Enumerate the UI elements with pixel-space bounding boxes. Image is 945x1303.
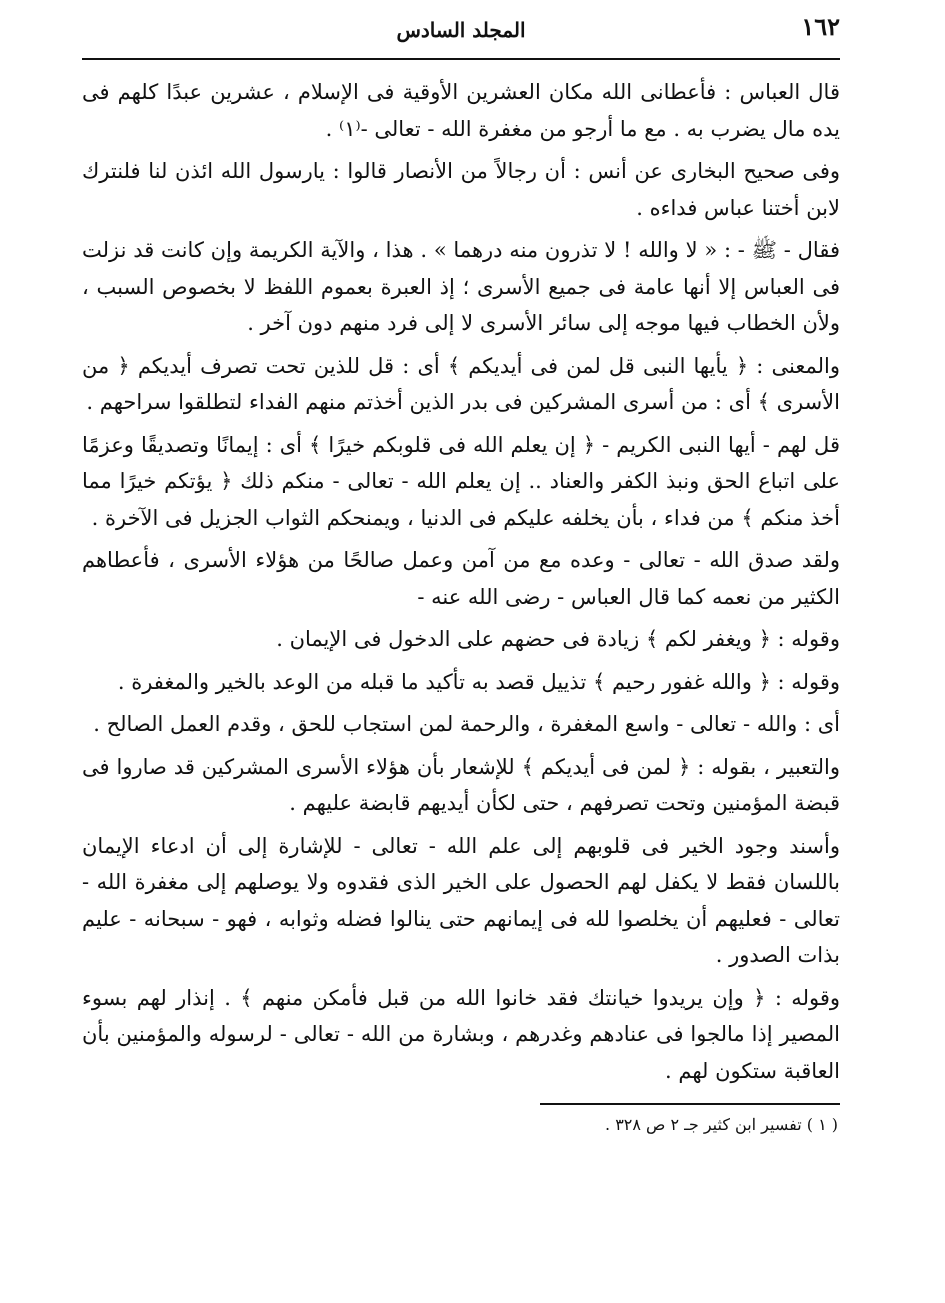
paragraph: وقوله : ﴿ والله غفور رحيم ﴾ تذييل قصد به تأكيد ما قبله من الوعد بالخير والمغفرة . [117, 669, 840, 694]
paragraph: ولقد صدق الله - تعالى - وعده مع من آمن وعمل صالحًا من هؤلاء الأسرى ، فأعطاهم الكثير من نعمه كما قال العباس - رضى الله عنه - [82, 548, 840, 609]
page-number: ١٦٢ [801, 12, 840, 41]
body-text [82, 74, 840, 1089]
paragraph: فقال - ﷺ - : « لا والله ! لا تذرون منه درهما » . هذا ، والآية الكريمة وإن كانت قد نزلت فى العباس إلا أنها عامة فى جميع الأسرى ؛ إذ العبرة بعموم اللفظ لا بخصوص السبب ، ولأن الخطاب فيها موجه إلى سائر الأسرى لا إلى فرد منهم دون آخر . [82, 238, 840, 335]
paragraph: والمعنى : ﴿ يأيها النبى قل لمن فى أيديكم ﴾ أى : قل للذين تحت تصرف أيديكم ﴿ من الأسرى ﴾ أى : من أسرى المشركين فى بدر الذين أخذتم منهم الفداء لتطلقوا سراحهم . [82, 353, 840, 414]
paragraph: وقوله : ﴿ ويغفر لكم ﴾ زيادة فى حضهم على الدخول فى الإيمان . [276, 627, 840, 651]
paragraph: أى : والله - تعالى - واسع المغفرة ، والرحمة لمن استجاب للحق ، وقدم العمل الصالح . [93, 712, 840, 736]
volume-title: المجلد السادس [396, 18, 526, 42]
paragraph: قال العباس : فأعطانى الله مكان العشرين الأوقية فى الإسلام ، عشرين عبدًا كلهم فى يده مال يضرب به . مع ما أرجو من مغفرة الله - تعالى -⁽١⁾ . [82, 80, 840, 141]
page-header [82, 0, 840, 60]
paragraph: وقوله : ﴿ وإن يريدوا خيانتك فقد خانوا الله من قبل فأمكن منهم ﴾ . إنذار لهم بسوء المصير إذا مالجوا فى عنادهم وغدرهم ، وبشارة من الله - تعالى - لرسوله والمؤمنين بأن العاقبة ستكون لهم . [82, 985, 840, 1083]
paragraph: وأسند وجود الخير فى قلوبهم إلى علم الله - تعالى - للإشارة إلى أن ادعاء الإيمان باللسان فقط لا يكفل لهم الحصول على الخير الذى فقدوه ولا يوصلهم إلى مغفرة الله - تعالى - فعليهم أن يخلصوا لله فى إيمانهم حتى ينالوا فضله وثوابه ، فهو - سبحانه - عليم بذات الصدور . [82, 833, 840, 967]
footnote: ( ١ ) تفسير ابن كثير جـ ٢ ص ٣٢٨ . [605, 1115, 838, 1134]
paragraph: وفى صحيح البخارى عن أنس : أن رجالاً من الأنصار قالوا : يارسول الله ائذن لنا فلنترك لابن أختنا عباس فداءه . [82, 159, 840, 220]
footnote-divider [540, 1103, 840, 1105]
paragraph: قل لهم - أيها النبى الكريم - ﴿ إن يعلم الله فى قلوبكم خيرًا ﴾ أى : إيمانًا وتصديقًا وعزمًا على اتباع الحق ونبذ الكفر والعناد .. إن يعلم الله - تعالى - منكم ذلك ﴿ يؤتكم خيرًا مما أخذ منكم ﴾ من فداء ، بأن يخلفه عليكم فى الدنيا ، ويمنحكم الثواب الجزيل فى الآخرة . [82, 432, 840, 530]
paragraph: والتعبير ، بقوله : ﴿ لمن فى أيديكم ﴾ للإشعار بأن هؤلاء الأسرى المشركين قد صاروا فى قبضة المؤمنين وتحت تصرفهم ، حتى لكأن أيديهم قابضة عليهم . [82, 754, 840, 815]
